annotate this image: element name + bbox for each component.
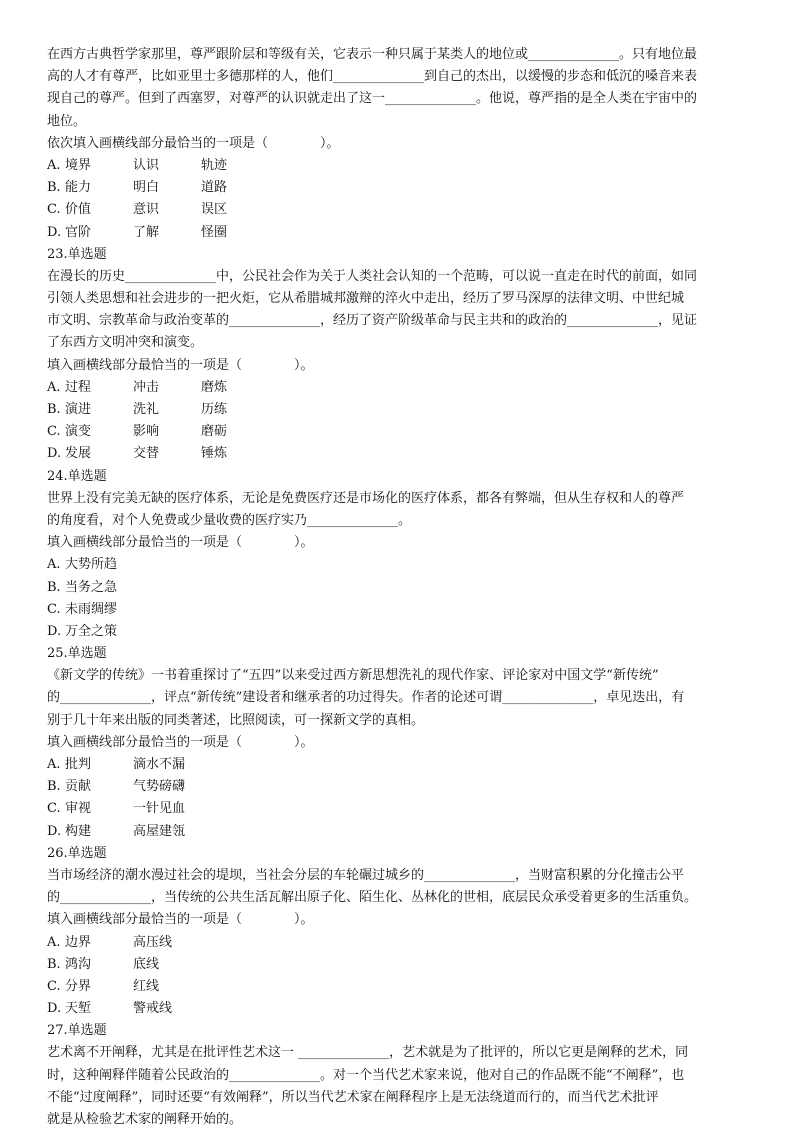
q24-option-d[interactable] [47,621,759,643]
q24-heading: 24.单选题 [47,468,107,484]
question-page [47,44,759,1131]
option-word-2: 警戒线 [133,1001,173,1017]
option-key: D. [47,446,62,462]
q22-prompt: 依次填入画横线部分最恰当的一项是（ ）。 [47,135,340,151]
option-word-1: 批判 [65,757,92,772]
q24-passage-line-1: 世界上没有完美无缺的医疗体系，无论是免费医疗还是市场化的医疗体系，都各有弊端，但从生存权和人的尊严 [47,490,685,506]
option-word-1: 边界 [65,934,92,950]
option-key: C. [47,202,61,218]
option-word-2: 高压线 [133,934,173,950]
option-word-1: 审视 [65,801,92,817]
option-word-2: 意识 [133,202,160,218]
option-key: A. [47,757,61,772]
option-key: B. [47,402,61,417]
option-word-2: 冲击 [133,379,160,395]
q23-prompt: 填入画横线部分最恰当的一项是（ ）。 [47,357,314,373]
option-text: 未雨绸缪 [65,601,118,617]
option-word-1: 能力 [65,180,92,196]
option-key: C. [47,601,61,617]
q27-passage-line-2: 时，这种阐释伴随着公民政治的______________。对一个当代艺术家来说，他对自己的作品既不能“不阐释”，也 [47,1067,685,1083]
option-word-2: 交替 [133,446,160,462]
option-word-2: 底线 [133,956,160,972]
option-word-1: 鸿沟 [65,956,92,972]
q22-option-b[interactable] [47,177,759,199]
option-word-1: 构建 [65,823,92,839]
q25-option-b[interactable] [47,776,759,798]
q26-option-a[interactable] [47,932,759,954]
q23-option-a[interactable] [47,377,759,399]
q24-option-c[interactable] [47,599,759,621]
option-word-1: 演进 [65,402,92,417]
q24-option-a[interactable] [47,554,759,576]
q22-option-d[interactable] [47,222,759,244]
option-word-1: 贡献 [65,779,92,795]
option-word-3: 磨砺 [201,424,228,440]
option-key: D. [47,1001,62,1017]
q23-option-b[interactable] [47,399,759,421]
option-key: C. [47,978,61,994]
option-word-1: 官阶 [65,224,92,240]
option-word-3: 误区 [201,202,228,218]
option-word-2: 红线 [133,978,160,994]
q22-passage-line-2: 高的人才有尊严，比如亚里士多德那样的人，他们______________到自己的杰出，以缓慢的步态和低沉的嗓音来表 [47,69,698,85]
option-word-1: 价值 [65,202,92,218]
q22-passage-line-4: 地位。 [47,113,87,129]
option-key: C. [47,424,61,440]
q25-option-d[interactable] [47,821,759,843]
q23-passage-line-3: 市文明、宗教革命与政治变革的______________，经历了资产阶级革命与民主共和的政治的______________，见证 [47,313,698,329]
q26-heading: 26.单选题 [47,845,107,861]
q23-passage-line-1: 在漫长的历史______________中，公民社会作为关于人类社会认知的一个范畴，可以说一直走在时代的前面，如同 [47,268,698,284]
option-word-3: 磨炼 [201,379,228,395]
option-key: C. [47,801,61,817]
q26-option-d[interactable] [47,998,759,1020]
q25-heading: 25.单选题 [47,646,107,662]
option-word-1: 过程 [65,379,92,395]
q24-option-b[interactable] [47,577,759,599]
q27-heading: 27.单选题 [47,1023,107,1039]
q23-option-c[interactable] [47,421,759,443]
option-word-2: 明白 [133,180,160,196]
option-word-2: 了解 [133,224,160,240]
q25-prompt: 填入画横线部分最恰当的一项是（ ）。 [47,734,314,750]
option-word-1: 分界 [65,978,92,994]
option-key: D. [47,623,62,639]
option-word-3: 轨迹 [201,157,228,173]
option-word-3: 锤炼 [201,446,228,462]
q25-passage-line-1: 《新文学的传统》一书着重探讨了“五四”以来受过西方新思想洗礼的现代作家、评论家对中国文学“新传统” [47,668,659,684]
q23-heading: 23.单选题 [47,246,107,262]
q26-passage-line-1: 当市场经济的潮水漫过社会的堤坝，当社会分层的车轮碾过城乡的______________，当财富积累的分化撞击公平 [47,867,685,883]
option-word-2: 影响 [133,424,160,440]
option-text: 大势所趋 [65,557,118,573]
q22-option-a[interactable] [47,155,759,177]
option-word-1: 境界 [65,157,92,173]
option-key: B. [47,579,61,595]
q22-option-c[interactable] [47,199,759,221]
option-key: D. [47,224,62,240]
option-key: A. [47,379,61,395]
q22-passage-line-1: 在西方古典哲学家那里，尊严跟阶层和等级有关，它表示一种只属于某类人的地位或______________。只有地位最 [47,47,698,62]
option-word-2: 认识 [133,157,160,173]
option-word-2: 洗礼 [133,402,160,417]
option-word-1: 发展 [65,446,92,462]
q25-passage-line-2: 的______________，评点“新传统”建设者和继承者的功过得失。作者的论述可谓______________，卓见迭出，有 [47,690,685,706]
option-word-1: 天堑 [65,1001,92,1017]
option-key: D. [47,823,62,839]
q25-option-c[interactable] [47,798,759,820]
q23-passage-line-2: 引领人类思想和社会进步的一把火炬，它从希腊城邦激辩的淬火中走出，经历了罗马深厚的法律文明、中世纪城 [47,291,685,307]
q25-passage-line-3: 别于几十年来出版的同类著述，比照阅读，可一探新文学的真相。 [47,712,425,728]
q27-passage-line-1: 艺术离不开阐释，尤其是在批评性艺术这一 ______________，艺术就是为了批评的，所以它更是阐释的艺术，同 [47,1045,689,1061]
option-word-2: 滴水不漏 [133,757,186,772]
option-key: B. [47,956,61,972]
option-key: A. [47,157,61,173]
option-key: A. [47,557,61,573]
q22-passage-line-3: 现自己的尊严。但到了西塞罗，对尊严的认识就走出了这一______________。他说，尊严指的是全人类在宇宙中的 [47,91,698,107]
option-word-3: 历练 [201,402,228,417]
option-word-2: 气势磅礴 [133,779,186,795]
q26-option-b[interactable] [47,954,759,976]
q25-option-a[interactable] [47,754,759,776]
q24-passage-line-2: 的角度看，对个人免费或少量收费的医疗实乃______________。 [47,512,412,528]
option-text: 当务之急 [65,579,118,595]
option-word-3: 怪圈 [201,224,228,240]
q23-option-d[interactable] [47,443,759,465]
q24-prompt: 填入画横线部分最恰当的一项是（ ）。 [47,535,314,551]
q26-passage-line-2: 的______________，当传统的公共生活瓦解出原子化、陌生化、丛林化的世相，底层民众承受着更多的生活重负。 [47,890,698,906]
option-key: A. [47,934,61,950]
option-key: B. [47,779,61,795]
q26-option-c[interactable] [47,976,759,998]
option-word-2: 高屋建瓴 [133,823,186,839]
q23-passage-line-4: 了东西方文明冲突和演变。 [47,335,204,351]
option-text: 万全之策 [65,623,118,639]
option-key: B. [47,180,61,196]
option-word-2: 一针见血 [133,801,186,817]
option-word-1: 演变 [65,424,92,440]
option-word-3: 道路 [201,180,228,196]
q27-passage-line-3: 不能“过度阐释”，同时还要“有效阐释”，所以当代艺术家在阐释程序上是无法绕道而行的，而当代艺术批评 [47,1089,659,1105]
q26-prompt: 填入画横线部分最恰当的一项是（ ）。 [47,912,314,928]
q27-passage-line-4: 就是从检验艺术家的阐释开始的。 [47,1112,243,1127]
